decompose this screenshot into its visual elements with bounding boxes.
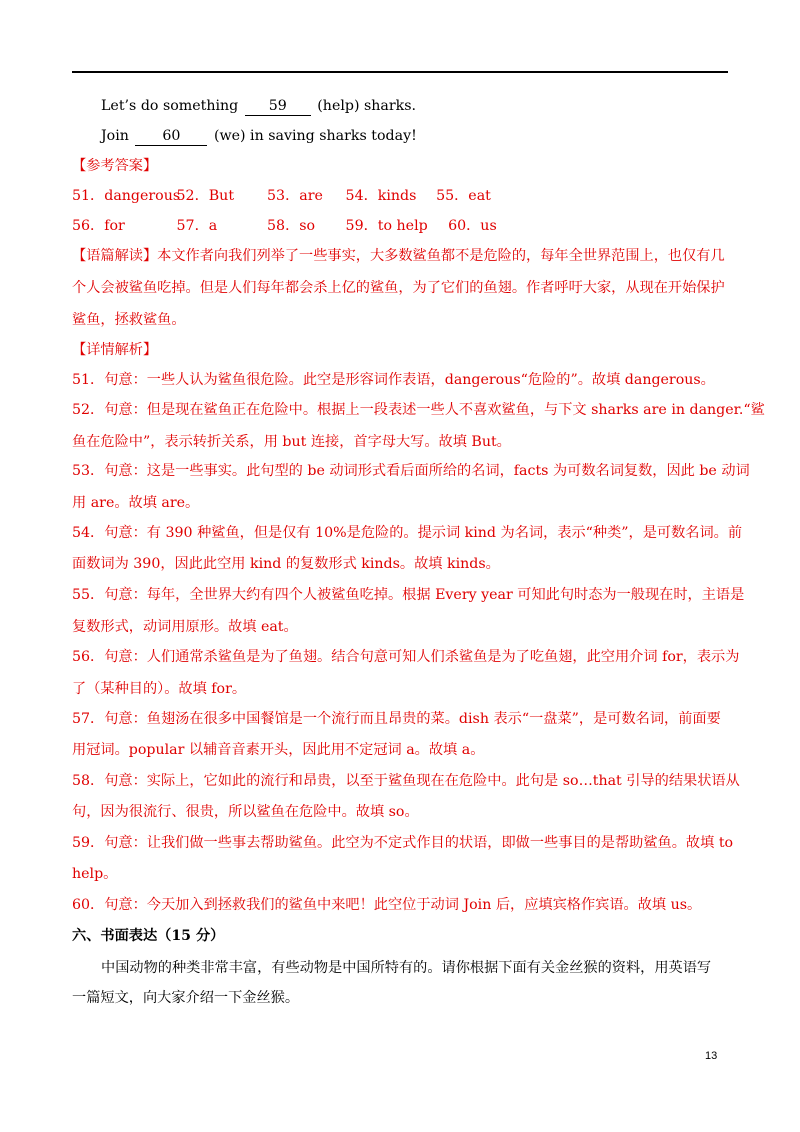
detail-line: 53．句意：这是一些事实。此句型的 be 动词形式看后面所给的名词，facts 为可数名词复数，因此 be 动词 bbox=[72, 463, 750, 479]
detail-line: 用 are。故填 are。 bbox=[72, 495, 200, 511]
answer-52: 52．But bbox=[176, 188, 235, 204]
answer-51: 51．dangerous bbox=[72, 188, 181, 204]
details-heading: 【详情解析】 bbox=[72, 342, 158, 358]
detail-line: 鱼在危险中”，表示转折关系，用 but 连接，首字母大写。故填 But。 bbox=[72, 434, 511, 450]
detail-line: 56．句意：人们通常杀鲨鱼是为了鱼翅。结合句意可知人们杀鲨鱼是为了吃鱼翅，此空用介词 for，表示为 bbox=[72, 649, 740, 665]
detail-line: 59．句意：让我们做一些事去帮助鲨鱼。此空为不定式作目的状语，即做一些事目的是帮助鲨鱼。故填 to bbox=[72, 835, 734, 851]
cloze-text-after: (help) sharks. bbox=[317, 98, 417, 114]
detail-line: 58．句意：实际上，它如此的流行和昂贵，以至于鲨鱼现在在危险中。此句是 so…that 引导的结果状语从 bbox=[72, 773, 740, 789]
cloze-text-before: Let’s do something bbox=[101, 98, 239, 114]
cloze-text-after: (we) in saving sharks today! bbox=[213, 128, 417, 144]
detail-line: 54．句意：有 390 种鲨鱼，但是仅有 10%是危险的。提示词 kind 为名词，表示“种类”，是可数名词。前 bbox=[72, 525, 743, 541]
detail-line: 了（某种目的）。故填 for。 bbox=[72, 681, 247, 697]
answer-53: 53．are bbox=[267, 188, 323, 204]
blank-59: 59 bbox=[245, 97, 311, 116]
writing-line: 中国动物的种类非常丰富，有些动物是中国所特有的。请你根据下面有关金丝猴的资料，用英语写 bbox=[101, 960, 712, 976]
writing-heading: 六、书面表达（15 分） bbox=[72, 928, 225, 944]
detail-line: help。 bbox=[72, 866, 118, 882]
detail-line: 复数形式，动词用原形。故填 eat。 bbox=[72, 619, 298, 635]
answers-row-1 bbox=[72, 186, 506, 206]
passage-line: 【语篇解读】本文作者向我们列举了一些事实，大多数鲨鱼都不是危险的，每年全世界范围上，也仅有几 bbox=[72, 248, 725, 264]
writing-line: 一篇短文，向大家介绍一下金丝猴。 bbox=[72, 990, 300, 1006]
answer-60: 60．us bbox=[448, 218, 497, 234]
cloze-text-before: Join bbox=[101, 128, 129, 144]
answer-54: 54．kinds bbox=[345, 188, 417, 204]
answer-57: 57．a bbox=[176, 218, 218, 234]
detail-line: 52．句意：但是现在鲨鱼正在危险中。根据上一段表述一些人不喜欢鲨鱼，与下文 sharks are in danger.“鲨 bbox=[72, 402, 765, 418]
passage-line: 鲨鱼，拯救鲨鱼。 bbox=[72, 312, 186, 328]
detail-line: 用冠词。popular 以辅音音素开头，因此用不定冠词 a。故填 a。 bbox=[72, 742, 485, 758]
answer-55: 55．eat bbox=[436, 188, 491, 204]
detail-line: 60．句意：今天加入到拯救我们的鲨鱼中来吧！此空位于动词 Join 后，应填宾格作宾语。故填 us。 bbox=[72, 897, 702, 913]
answers-row-2 bbox=[72, 216, 518, 236]
detail-line: 面数词为 390，因此此空用 kind 的复数形式 kinds。故填 kinds。 bbox=[72, 556, 500, 572]
header-rule bbox=[72, 71, 728, 73]
detail-line: 55．句意：每年，全世界大约有四个人被鲨鱼吃掉。根据 Every year 可知此句时态为一般现在时，主语是 bbox=[72, 587, 745, 603]
passage-line: 个人会被鲨鱼吃掉。但是人们每年都会杀上亿的鲨鱼，为了它们的鱼翅。作者呼吁大家，从现在开始保护 bbox=[72, 280, 725, 296]
blank-60: 60 bbox=[135, 127, 207, 146]
cloze-line-60 bbox=[101, 126, 417, 146]
answer-58: 58．so bbox=[267, 218, 316, 234]
detail-line: 51．句意：一些人认为鲨鱼很危险。此空是形容词作表语，dangerous“危险的”。故填 dangerous。 bbox=[72, 372, 715, 388]
detail-line: 句，因为很流行、很贵，所以鲨鱼在危险中。故填 so。 bbox=[72, 804, 419, 820]
answer-56: 56．for bbox=[72, 218, 125, 234]
answers-heading: 【参考答案】 bbox=[72, 158, 158, 174]
page-number: 13 bbox=[705, 1050, 718, 1062]
cloze-line-59 bbox=[101, 96, 416, 116]
detail-line: 57．句意：鱼翅汤在很多中国餐馆是一个流行而且昂贵的菜。dish 表示“一盘菜”，是可数名词，前面要 bbox=[72, 711, 721, 727]
answer-59: 59．to help bbox=[345, 218, 428, 234]
